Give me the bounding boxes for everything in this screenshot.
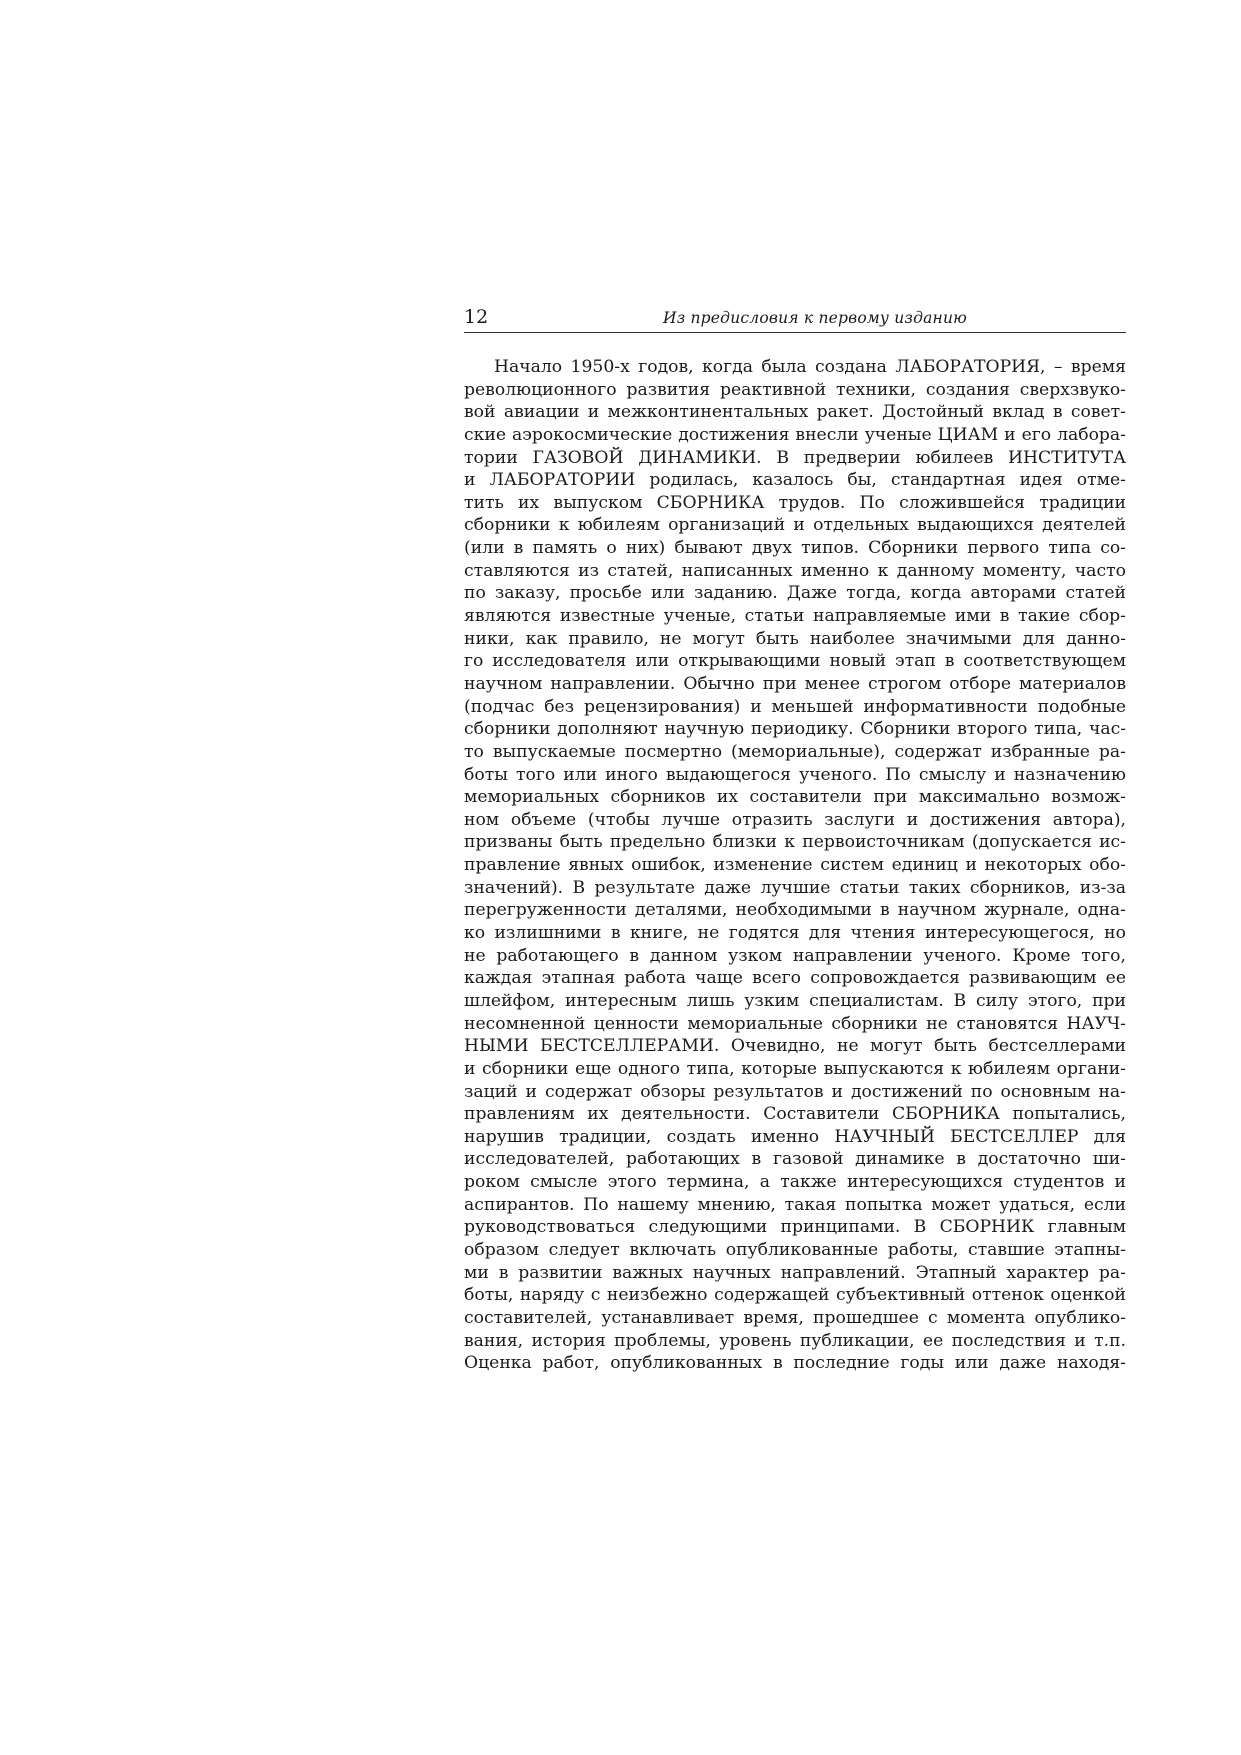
text-line: нарушив традиции, создать именно НАУЧНЫЙ БЕСТСЕЛЛЕР для xyxy=(464,1126,1126,1147)
body-paragraph xyxy=(464,356,1126,1375)
text-line: значений). В результате даже лучшие статьи таких сборников, из-за xyxy=(464,877,1126,898)
text-line: ские аэрокосмические достижения внесли ученые ЦИАМ и его лабора- xyxy=(464,424,1126,445)
text-line: руководствоваться следующими принципами. В СБОРНИК главным xyxy=(464,1217,1126,1238)
text-line: составителей, устанавливает время, прошедшее с момента опублико- xyxy=(464,1307,1126,1328)
text-line: ном объеме (чтобы лучше отразить заслуги и достижения автора), xyxy=(464,809,1126,830)
text-line: (или в память о них) бывают двух типов. Сборники первого типа со- xyxy=(464,538,1126,559)
text-line: тить их выпуском СБОРНИКА трудов. По сложившейся традиции xyxy=(464,492,1126,513)
page-header xyxy=(464,302,1126,333)
text-line: правлениям их деятельности. Составители СБОРНИКА попытались, xyxy=(464,1104,1126,1125)
text-line: шлейфом, интересным лишь узким специалистам. В силу этого, при xyxy=(464,990,1126,1011)
text-line: боты, наряду с неизбежно содержащей субъективный оттенок оценкой xyxy=(464,1285,1126,1306)
text-line: сборники дополняют научную периодику. Сборники второго типа, час- xyxy=(464,719,1126,740)
text-line: ко излишними в книге, не годятся для чтения интересующегося, но xyxy=(464,923,1126,944)
text-line: несомненной ценности мемориальные сборники не становятся НАУЧ- xyxy=(464,1013,1126,1034)
text-line: являются известные ученые, статьи направляемые ими в такие сбор- xyxy=(464,606,1126,627)
text-line: по заказу, просьбе или заданию. Даже тогда, когда авторами статей xyxy=(464,583,1126,604)
text-line: мемориальных сборников их составители при максимально возмож- xyxy=(464,787,1126,808)
running-title: Из предисловия к первому изданию xyxy=(663,309,967,327)
text-line: сборники к юбилеям организаций и отдельных выдающихся деятелей xyxy=(464,515,1126,536)
text-line: ми в развитии важных научных направлений. Этапный характер ра- xyxy=(464,1262,1126,1283)
text-line: и сборники еще одного типа, которые выпускаются к юбилеям органи- xyxy=(464,1058,1126,1079)
text-line: научном направлении. Обычно при менее строгом отборе материалов xyxy=(464,673,1126,694)
text-line: заций и содержат обзоры результатов и достижений по основным на- xyxy=(464,1081,1126,1102)
text-line: роком смысле этого термина, а также интересующихся студентов и xyxy=(464,1172,1126,1193)
page-number: 12 xyxy=(464,306,489,328)
text-line: Оценка работ, опубликованных в последние годы или даже находя- xyxy=(464,1353,1126,1374)
text-line: не работающего в данном узком направлении ученого. Кроме того, xyxy=(464,945,1126,966)
text-line: ники, как правило, не могут быть наиболее значимыми для данно- xyxy=(464,628,1126,649)
text-line: вой авиации и межконтинентальных ракет. Достойный вклад в совет- xyxy=(464,402,1126,423)
text-line: ставляются из статей, написанных именно к данному моменту, часто xyxy=(464,560,1126,581)
text-line: НЫМИ БЕСТСЕЛЛЕРАМИ. Очевидно, не могут быть бестселлерами xyxy=(464,1036,1126,1057)
text-line: перегруженности деталями, необходимыми в научном журнале, одна- xyxy=(464,900,1126,921)
text-line: вания, история проблемы, уровень публикации, ее последствия и т.п. xyxy=(464,1330,1126,1351)
text-line: аспирантов. По нашему мнению, такая попытка может удаться, если xyxy=(464,1194,1126,1215)
text-line: то выпускаемые посмертно (мемориальные), содержат избранные ра- xyxy=(464,741,1126,762)
text-line: каждая этапная работа чаще всего сопровождается развивающим ее xyxy=(464,968,1126,989)
text-line: го исследователя или открывающими новый этап в соответствующем xyxy=(464,651,1126,672)
text-line: образом следует включать опубликованные работы, ставшие этапны- xyxy=(464,1239,1126,1260)
text-line: боты того или иного выдающегося ученого. По смыслу и назначению xyxy=(464,764,1126,785)
text-line: (подчас без рецензирования) и меньшей информативности подобные xyxy=(464,696,1126,717)
text-line: Начало 1950-х годов, когда была создана ЛАБОРАТОРИЯ, – время xyxy=(494,357,1126,377)
text-line: тории ГАЗОВОЙ ДИНАМИКИ. В предверии юбилеев ИНСТИТУТА xyxy=(464,447,1126,468)
text-line: правление явных ошибок, изменение систем единиц и некоторых обо- xyxy=(464,855,1126,876)
text-line: исследователей, работающих в газовой динамике в достаточно ши- xyxy=(464,1149,1126,1170)
text-line: и ЛАБОРАТОРИИ родилась, казалось бы, стандартная идея отме- xyxy=(464,470,1126,491)
text-line: революционного развития реактивной техники, создания сверхзвуко- xyxy=(464,379,1126,400)
text-line: призваны быть предельно близки к первоисточникам (допускается ис- xyxy=(464,832,1126,853)
